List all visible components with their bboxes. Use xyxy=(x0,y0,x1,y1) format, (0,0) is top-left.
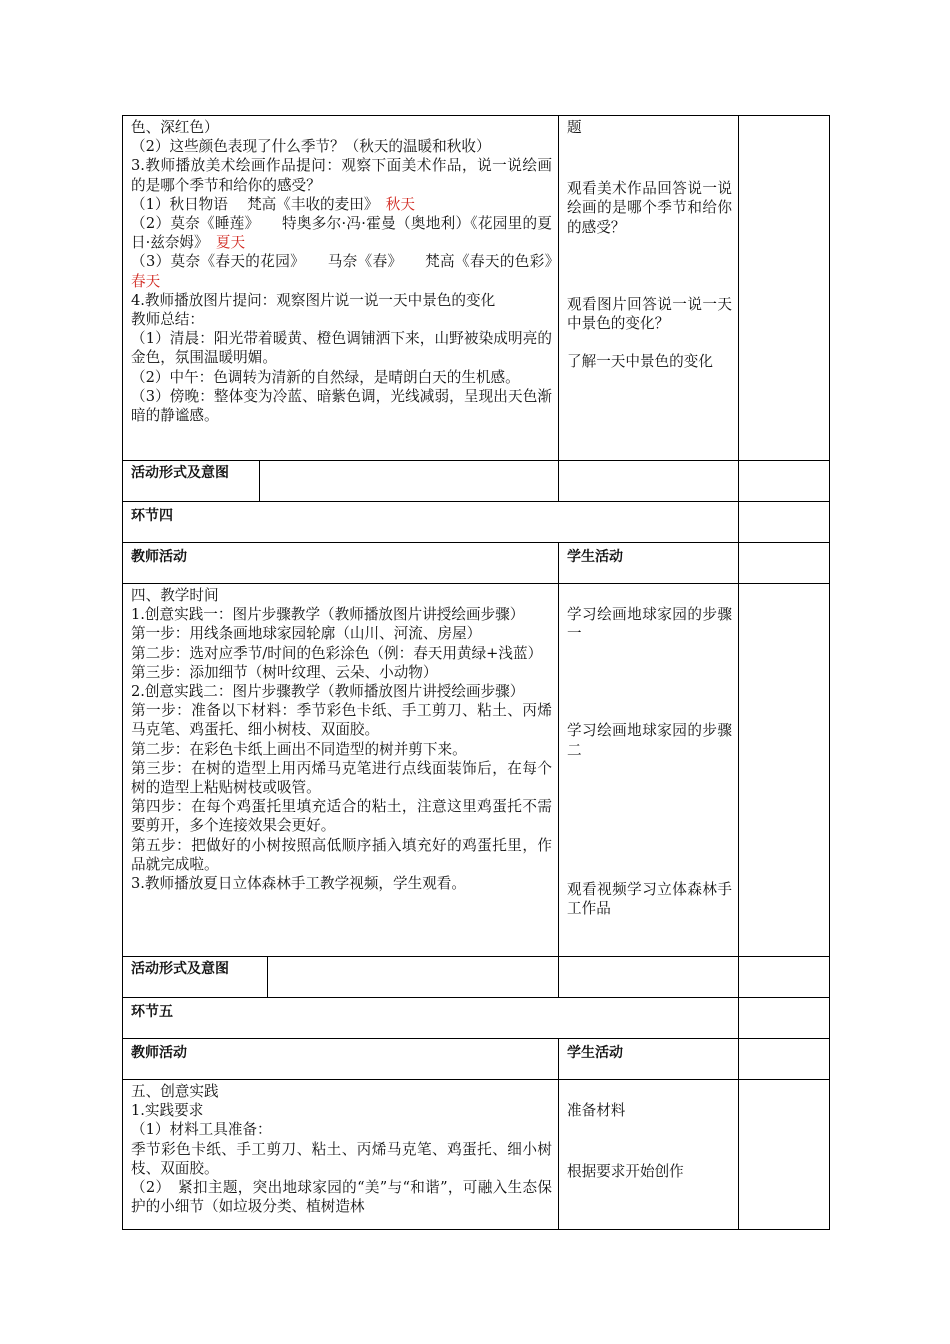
teacher-line: （3）傍晚：整体变为冷蓝、暗紫色调，光线减弱，呈现出天色渐暗的静谧感。 xyxy=(131,387,552,425)
section3-extra-cell xyxy=(739,116,830,461)
teacher-line xyxy=(131,252,567,290)
teacher-line: 4.教师播放图片提问：观察图片说一说一天中景色的变化 xyxy=(131,291,496,309)
student-activity-header: 学生活动 xyxy=(559,1039,739,1080)
teacher-line: （2）这些颜色表现了什么季节？（秋天的温暖和秋收） xyxy=(131,138,491,156)
activity-form-value xyxy=(268,957,559,997)
section5-extra-cell xyxy=(739,998,830,1039)
teacher-line: 第三步：在树的造型上用丙烯马克笔进行点线面装饰后，在每个树的造型上粘贴树枝或吸管。 xyxy=(131,759,552,797)
section5-content-row xyxy=(123,1080,830,1230)
season-summer-label: 夏天 xyxy=(215,234,246,252)
teacher-activity-header: 教师活动 xyxy=(123,543,559,584)
student-line: 观看美术作品回答说一说绘画的是哪个季节和给你的感受？ xyxy=(567,180,732,236)
teacher-line: （2）中午：色调转为清新的自然绿，是晴朗白天的生机感。 xyxy=(131,368,520,386)
teacher-line: 2.创意实践二：图片步骤教学（教师播放图片讲授绘画步骤） xyxy=(131,683,525,701)
teacher-line: 第五步：把做好的小树按照高低顺序插入填充好的鸡蛋托里，作品就完成啦。 xyxy=(131,836,552,873)
teacher-line xyxy=(131,195,552,214)
season-spring-label: 春天 xyxy=(131,272,161,290)
teacher-line: 教师总结： xyxy=(131,311,204,329)
artwork-autumn-text: （1）秋日物语 梵高《丰收的麦田》 xyxy=(131,195,386,213)
section5-columns-row xyxy=(123,1039,830,1080)
teacher-line: 第四步：在每个鸡蛋托里填充适合的粘土，注意这里鸡蛋托不需要剪开，多个连接效果会更好。 xyxy=(131,798,552,835)
teacher-line: 第一步：用线条画地球家园轮廓（山川、河流、房屋） xyxy=(131,625,482,643)
activity-form-label: 活动形式及意图 xyxy=(123,957,268,997)
section5-header-row xyxy=(123,998,830,1039)
section4-extra-cell-content xyxy=(739,584,830,957)
activity-form-cell xyxy=(123,957,559,998)
lesson-plan-table xyxy=(122,115,830,1230)
student-line: 观看图片回答说一说一天中景色的变化？ xyxy=(567,295,732,333)
section4-columns-row xyxy=(123,543,830,584)
artwork-spring-text: （3）莫奈《春天的花园》 马奈《春》 梵高《春天的色彩》 xyxy=(131,253,567,271)
section3-activity-form-row xyxy=(123,461,830,502)
teacher-line: 五、创意实践 xyxy=(131,1083,219,1100)
section4-student-cell xyxy=(559,584,739,957)
teacher-line: 第二步：在彩色卡纸上画出不同造型的树并剪下来。 xyxy=(131,740,467,758)
student-line: 学习绘画地球家园的步骤二 xyxy=(567,722,732,759)
activity-form-cell xyxy=(123,461,559,502)
activity-form-extra-cell xyxy=(739,957,830,998)
teacher-line: 第一步：准备以下材料：季节彩色卡纸、手工剪刀、粘土、丙烯马克笔、鸡蛋托、细小树枝、双面胶。 xyxy=(131,702,552,739)
student-line: 根据要求开始创作 xyxy=(567,1163,684,1181)
section4-header-row xyxy=(123,502,830,543)
teacher-line: 四、教学时间 xyxy=(131,587,219,604)
columns-extra-cell xyxy=(739,1039,830,1080)
section4-title: 环节四 xyxy=(123,502,739,543)
teacher-line: 1.实践要求 xyxy=(131,1102,204,1120)
teacher-line: （1）材料工具准备： xyxy=(131,1121,272,1139)
activity-form-student-cell xyxy=(559,461,739,502)
teacher-line: （1）清晨：阳光带着暖黄、橙色调铺洒下来，山野被染成明亮的金色，氛围温暖明媚。 xyxy=(131,330,552,367)
activity-form-student-cell xyxy=(559,957,739,998)
student-activity-header: 学生活动 xyxy=(559,543,739,584)
section3-student-cell xyxy=(559,116,739,461)
section4-extra-cell xyxy=(739,502,830,543)
section4-content-row xyxy=(123,584,830,957)
section5-extra-cell-content xyxy=(739,1080,830,1230)
student-line: 观看视频学习立体森林手工作品 xyxy=(567,880,732,918)
lesson-plan-page xyxy=(122,115,829,1221)
teacher-line: 第三步：添加细节（树叶纹理、云朵、小动物） xyxy=(131,663,438,681)
columns-extra-cell xyxy=(739,543,830,584)
teacher-line: 3.教师播放美术绘画作品提问：观察下面美术作品，说一说绘画的是哪个季节和给你的感受？ xyxy=(131,157,552,194)
student-line: 学习绘画地球家园的步骤一 xyxy=(567,606,732,643)
section3-content-row xyxy=(123,116,830,461)
section3-teacher-cell xyxy=(123,116,567,461)
section5-title: 环节五 xyxy=(123,998,739,1039)
section4-activity-form-row xyxy=(123,957,830,998)
teacher-line: （2） 紧扣主题，突出地球家园的“美”与“和谐”，可融入生态保护的小细节（如垃圾分类、植树造林 xyxy=(131,1179,552,1216)
season-autumn-label: 秋天 xyxy=(385,195,415,213)
teacher-line: 1.创意实践一：图片步骤教学（教师播放图片讲授绘画步骤） xyxy=(131,606,525,624)
teacher-line xyxy=(131,214,552,252)
artwork-summer-text: （2）莫奈《睡莲》 特奥多尔·冯·霍曼（奥地利）《花园里的夏日·兹奈姆》 xyxy=(131,215,552,252)
section5-teacher-cell xyxy=(123,1080,559,1230)
teacher-line: 季节彩色卡纸、手工剪刀、粘土、丙烯马克笔、鸡蛋托、细小树枝、双面胶。 xyxy=(131,1140,552,1177)
teacher-activity-header: 教师活动 xyxy=(123,1039,559,1080)
teacher-line: 3.教师播放夏日立体森林手工教学视频，学生观看。 xyxy=(131,875,466,893)
teacher-line: 色、深红色） xyxy=(131,119,219,136)
teacher-line: 第二步：选对应季节/时间的色彩涂色（例：春天用黄绿+浅蓝） xyxy=(131,644,543,662)
student-line: 了解一天中景色的变化 xyxy=(567,353,713,371)
student-line: 准备材料 xyxy=(567,1102,626,1119)
activity-form-extra-cell xyxy=(739,461,830,502)
activity-form-label: 活动形式及意图 xyxy=(123,461,260,501)
activity-form-value xyxy=(260,461,559,501)
section5-student-cell xyxy=(559,1080,739,1230)
section4-teacher-cell xyxy=(123,584,559,957)
student-line: 题 xyxy=(567,119,582,136)
